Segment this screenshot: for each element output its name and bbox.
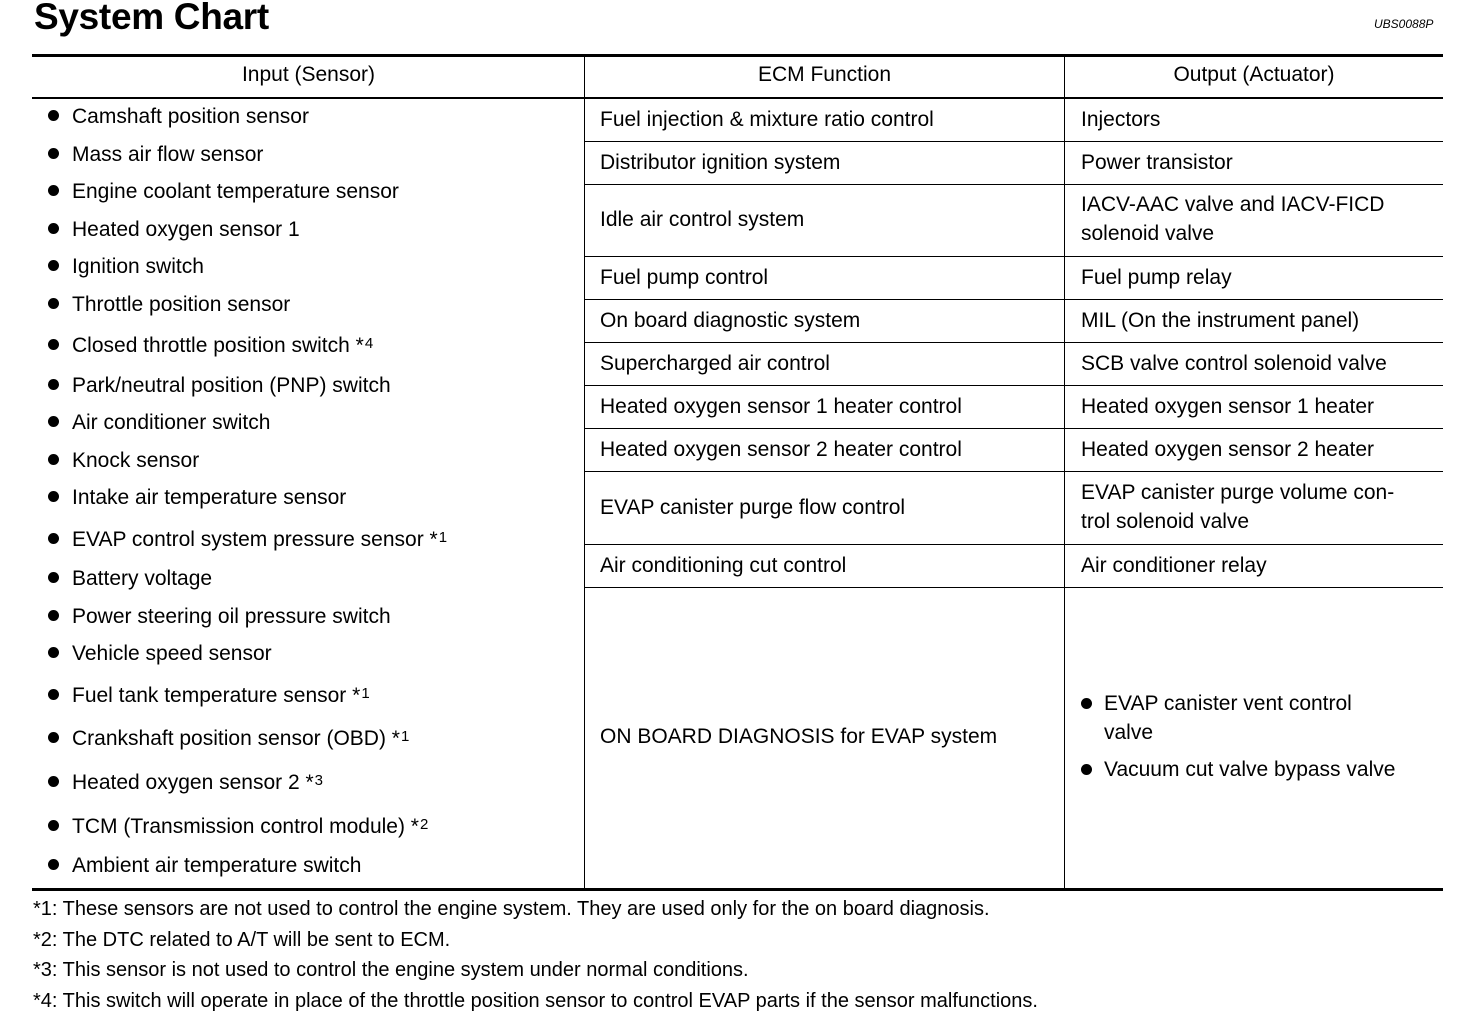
ecm-function-cell: Fuel pump control <box>600 265 769 289</box>
ecm-function-cell: Air conditioning cut control <box>600 553 847 577</box>
output-line: Air conditioner relay <box>1081 553 1267 577</box>
bullet-icon <box>48 610 59 621</box>
footnote-ref: 4 <box>364 335 374 352</box>
header-ecm: ECM Function <box>757 63 892 86</box>
ecm-function-cell: Heated oxygen sensor 1 heater control <box>600 394 962 418</box>
bullet-icon <box>48 148 59 159</box>
bullet-icon <box>48 776 59 787</box>
row-divider <box>585 299 1443 300</box>
row-divider <box>585 385 1443 386</box>
bullet-icon <box>48 339 59 350</box>
input-sensor-label: Ignition switch <box>72 255 204 278</box>
output-actuator-cell <box>1081 551 1267 580</box>
header-input: Input (Sensor) <box>241 63 376 86</box>
input-sensor-label: Vehicle speed sensor <box>72 642 272 665</box>
bullet-icon <box>1081 764 1092 775</box>
ecm-function-cell: Distributor ignition system <box>600 150 841 174</box>
input-sensor-item <box>48 684 370 708</box>
bullet-icon <box>48 379 59 390</box>
bullet-icon <box>48 647 59 658</box>
output-line: EVAP canister vent control <box>1104 692 1352 715</box>
input-sensor-label: Knock sensor <box>72 449 200 472</box>
output-line: IACV-AAC valve and IACV-FICD <box>1081 193 1385 216</box>
output-line: Fuel pump relay <box>1081 265 1232 289</box>
output-bullet-text <box>1104 689 1352 747</box>
table-bottom-rule <box>32 888 1443 891</box>
table-header-rule <box>32 97 1443 99</box>
header-output: Output (Actuator) <box>1173 63 1335 86</box>
output-actuator-cell <box>1081 306 1359 335</box>
row-divider <box>585 256 1443 257</box>
input-sensor-label: EVAP control system pressure sensor * <box>72 528 438 551</box>
bullet-icon <box>48 689 59 700</box>
input-sensor-label: TCM (Transmission control module) * <box>72 815 419 838</box>
bullet-icon <box>48 454 59 465</box>
row-divider <box>585 587 1443 588</box>
input-sensor-label: Ambient air temperature switch <box>72 854 362 877</box>
input-sensor-label: Crankshaft position sensor (OBD) * <box>72 727 400 750</box>
output-line: trol solenoid valve <box>1081 509 1250 533</box>
footnote-ref: 1 <box>438 529 448 546</box>
bullet-icon <box>48 223 59 234</box>
column-divider-2 <box>1064 57 1065 888</box>
ecm-function-cell: On board diagnostic system <box>600 308 861 332</box>
input-sensor-label: Park/neutral position (PNP) switch <box>72 374 391 397</box>
input-sensor-label: Camshaft position sensor <box>72 105 309 128</box>
row-divider <box>585 141 1443 142</box>
output-actuator-cell <box>1081 148 1233 177</box>
input-sensor-item <box>48 449 199 473</box>
input-sensor-item <box>48 486 346 510</box>
input-sensor-label: Intake air temperature sensor <box>72 486 347 509</box>
input-sensor-label: Battery voltage <box>72 567 213 590</box>
table-top-rule <box>32 54 1443 57</box>
output-line: Power transistor <box>1081 150 1233 174</box>
ecm-function-cell: ON BOARD DIAGNOSIS for EVAP system <box>600 725 998 748</box>
input-sensor-item <box>48 411 270 435</box>
input-sensor-item <box>48 143 263 167</box>
output-line: Injectors <box>1081 108 1161 131</box>
row-divider <box>585 428 1443 429</box>
output-line: solenoid valve <box>1081 222 1215 245</box>
input-sensor-label: Closed throttle position switch * <box>72 334 364 357</box>
output-actuator-cell <box>1081 392 1374 421</box>
ecm-function-cell: Heated oxygen sensor 2 heater control <box>600 437 962 461</box>
bullet-icon <box>48 572 59 583</box>
input-sensor-item <box>48 605 391 629</box>
output-line: EVAP canister purge volume con- <box>1081 480 1395 504</box>
bullet-icon <box>48 859 59 870</box>
output-line: MIL (On the instrument panel) <box>1081 308 1360 332</box>
input-sensor-label: Air conditioner switch <box>72 411 271 434</box>
footnote: *4: This switch will operate in place of the throttle position sensor to control EVAP parts if the sensor malfunctions. <box>33 990 1038 1012</box>
bullet-icon <box>48 260 59 271</box>
footnote: *1: These sensors are not used to control the engine system. They are used only for the on board diagnosis. <box>33 898 990 920</box>
input-sensor-label: Heated oxygen sensor 1 <box>72 218 300 241</box>
input-sensor-item <box>48 255 204 279</box>
output-bullet-item <box>1081 689 1352 747</box>
input-sensor-item <box>48 180 399 204</box>
input-sensor-label: Mass air flow sensor <box>72 143 264 166</box>
bullet-icon <box>48 185 59 196</box>
output-actuator-cell <box>1081 263 1232 292</box>
output-actuator-cell <box>1081 478 1394 536</box>
ecm-function-cell: Fuel injection & mixture ratio control <box>600 108 934 131</box>
document-code: UBS0088P <box>1374 17 1434 31</box>
input-sensor-item <box>48 374 391 398</box>
footnote-ref: 1 <box>361 685 370 702</box>
output-actuator-cell <box>1081 349 1387 378</box>
input-sensor-item <box>48 567 212 591</box>
bullet-icon <box>1081 698 1092 709</box>
output-bullet-text <box>1104 755 1395 784</box>
output-actuator-cell <box>1081 190 1384 248</box>
column-divider-1 <box>584 57 585 888</box>
bullet-icon <box>48 533 59 544</box>
bullet-icon <box>48 491 59 502</box>
footnote-ref: 1 <box>400 728 410 745</box>
input-sensor-item <box>48 727 409 751</box>
row-divider <box>585 342 1443 343</box>
input-sensor-item <box>48 293 290 317</box>
input-sensor-label: Engine coolant temperature sensor <box>72 180 399 203</box>
footnote: *3: This sensor is not used to control the engine system under normal conditions. <box>33 959 749 981</box>
footnote-ref: 3 <box>314 772 323 789</box>
row-divider <box>585 471 1443 472</box>
output-line: Vacuum cut valve bypass valve <box>1104 758 1396 781</box>
output-line: Heated oxygen sensor 2 heater <box>1081 437 1375 461</box>
bullet-icon <box>48 110 59 121</box>
input-sensor-item <box>48 642 272 666</box>
output-actuator-cell <box>1081 105 1160 134</box>
row-divider <box>585 544 1443 545</box>
input-sensor-label: Throttle position sensor <box>72 293 291 316</box>
input-sensor-item <box>48 815 428 839</box>
footnote: *2: The DTC related to A/T will be sent to ECM. <box>33 929 451 951</box>
output-line: Heated oxygen sensor 1 heater <box>1081 394 1375 418</box>
output-line: valve <box>1104 721 1154 744</box>
bullet-icon <box>48 298 59 309</box>
output-actuator-cell <box>1081 435 1374 464</box>
input-sensor-item <box>48 105 309 129</box>
page-title: System Chart <box>34 0 269 37</box>
input-sensor-label: Power steering oil pressure switch <box>72 605 391 628</box>
input-sensor-item <box>48 334 373 358</box>
input-sensor-item <box>48 854 361 878</box>
input-sensor-label: Heated oxygen sensor 2 * <box>72 771 314 794</box>
bullet-icon <box>48 732 59 743</box>
input-sensor-item <box>48 218 300 242</box>
output-bullet-item <box>1081 755 1395 784</box>
ecm-function-cell: Supercharged air control <box>600 351 830 375</box>
ecm-function-cell: Idle air control system <box>600 208 805 231</box>
row-divider <box>585 184 1443 185</box>
bullet-icon <box>48 820 59 831</box>
footnote-ref: 2 <box>419 816 429 833</box>
bullet-icon <box>48 416 59 427</box>
ecm-function-cell: EVAP canister purge flow control <box>600 495 906 519</box>
input-sensor-item <box>48 528 447 552</box>
output-line: SCB valve control solenoid valve <box>1081 351 1387 375</box>
input-sensor-item <box>48 771 323 795</box>
input-sensor-label: Fuel tank temperature sensor * <box>72 684 361 707</box>
